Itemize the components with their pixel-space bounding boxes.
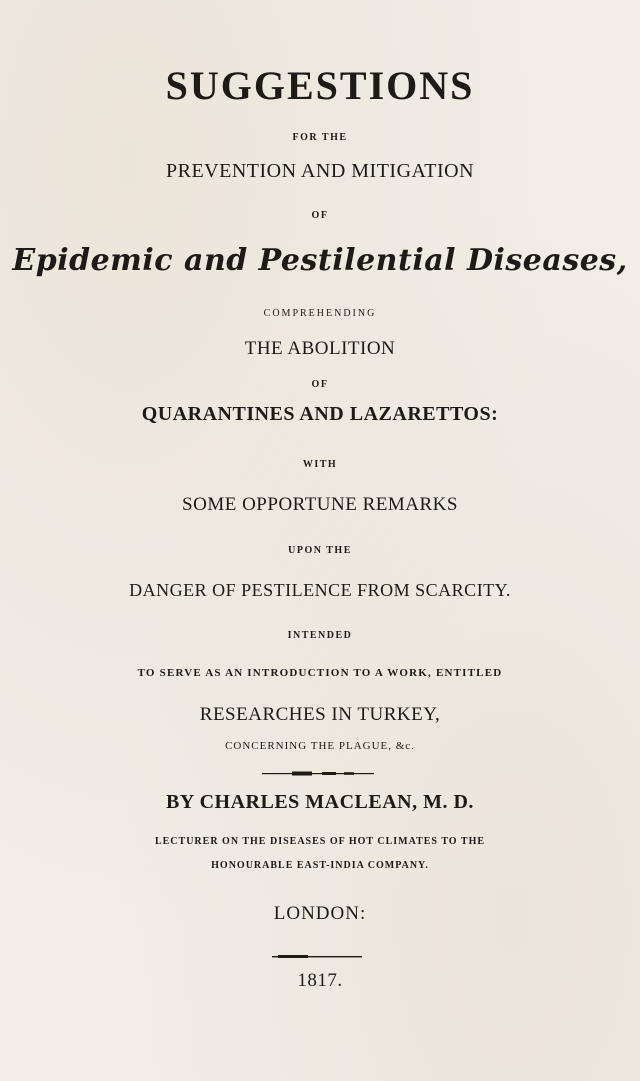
comprehending-line: COMPREHENDING	[263, 308, 377, 319]
publication-year: 1817.	[297, 970, 343, 991]
book-title: SUGGESTIONS	[165, 63, 475, 108]
lecturer-line: LECTURER ON THE DISEASES OF HOT CLIMATES TO THE	[154, 836, 486, 847]
danger-line: DANGER OF PESTILENCE FROM SCARCITY.	[129, 580, 511, 600]
with-line: WITH	[302, 459, 338, 470]
concerning-line: CONCERNING THE PLAGUE, &c.	[225, 740, 415, 752]
prevention-line: PREVENTION AND MITIGATION	[165, 160, 475, 182]
epidemic-diseases-line: Epidemic and Pestilential Diseases,	[12, 243, 628, 278]
serve-line: TO SERVE AS AN INTRODUCTION TO A WORK, ENTITLED	[137, 667, 503, 679]
ornamental-divider	[262, 771, 374, 776]
researches-line: RESEARCHES IN TURKEY,	[199, 704, 441, 725]
small-divider	[272, 954, 362, 959]
abolition-line: THE ABOLITION	[244, 338, 396, 359]
upon-the-line: UPON THE	[288, 545, 352, 556]
quarantines-line: QUARANTINES AND LAZARETTOS:	[141, 403, 499, 425]
london-line: LONDON:	[273, 903, 367, 924]
intended-line: INTENDED	[287, 630, 353, 641]
remarks-line: SOME OPPORTUNE REMARKS	[182, 494, 458, 515]
company-line: HONOURABLE EAST-INDIA COMPANY.	[211, 860, 429, 871]
of-line-1: OF	[311, 210, 329, 221]
of-line-2: OF	[311, 379, 329, 390]
for-the-line: FOR THE	[292, 132, 348, 143]
author-line: BY CHARLES MACLEAN, M. D.	[166, 791, 474, 813]
